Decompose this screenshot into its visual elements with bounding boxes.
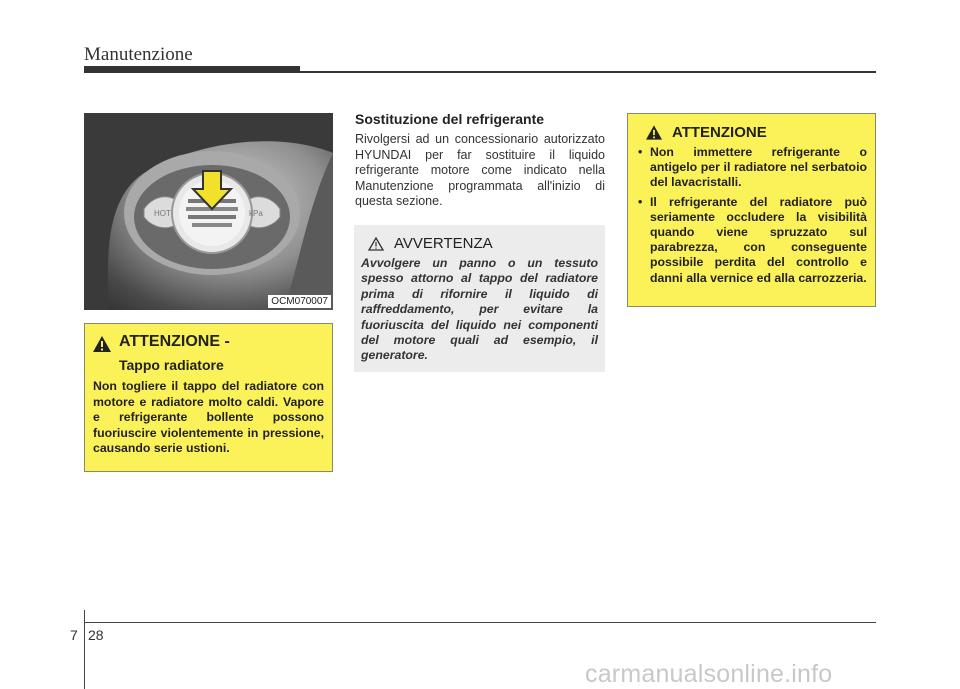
- caution-body: Non togliere il tappo del radiatore con motore e radiatore molto caldi. Vapore e refrigerante bollente possono fuoriuscire violentemente in pressione, causando serie ustioni.: [93, 379, 324, 455]
- caution-list: [636, 145, 867, 286]
- caution-radiator-cap-box: [84, 323, 333, 472]
- bullet: •: [638, 145, 643, 159]
- section-heading: Sostituzione del refrigerante: [355, 111, 545, 127]
- footer-rule: [84, 622, 876, 623]
- warning-title: AVVERTENZA: [394, 235, 493, 252]
- warning-body: Avvolgere un panno o un tessuto spesso attorno al tappo del radiatore prima di rifornire il liquido di raffreddamento, per evitare la fuoriuscita del liquido nei componenti del motore quali ad esempio, il generatore.: [361, 256, 598, 363]
- header-rule: [300, 71, 876, 73]
- list-item: • Il refrigerante del radiatore può seriamente occludere la visibilità quando viene spruzzato sul parabrezza, con conseguente possibile perdita del controllo e danni alla vernice ed alla carrozzeria.: [638, 194, 867, 285]
- chapter-number: 7: [70, 627, 78, 643]
- warning-triangle-outline-icon: [368, 237, 384, 251]
- section-paragraph: Rivolgersi ad un concessionario autorizzato HYUNDAI per far sostituire il liquido refrigerante motore come indicato nella Manutenzione programmata all'inizio di questa sezione.: [355, 132, 605, 208]
- warning-triangle-icon: [646, 125, 662, 140]
- header-bar: [84, 66, 300, 73]
- footer-divider: [84, 610, 85, 689]
- radiator-cap-illustration: [84, 113, 333, 310]
- cap-pressure-label: kPa: [249, 209, 263, 218]
- section-title: Manutenzione: [84, 44, 193, 65]
- caution-title: ATTENZIONE -: [119, 333, 230, 350]
- radiator-cap-photo: [84, 113, 333, 310]
- caution-subtitle: Tappo radiatore: [119, 357, 224, 373]
- warning-triangle-icon: [93, 336, 111, 352]
- bullet: •: [638, 194, 643, 209]
- caution-coolant-box: [627, 113, 876, 307]
- warning-box: [354, 225, 605, 372]
- watermark: carmanualsonline.info: [585, 660, 833, 688]
- caution-title: ATTENZIONE: [672, 124, 767, 141]
- list-item: • Non immettere refrigerante o antigelo per il radiatore nel serbatoio del lavacristalli.: [638, 145, 867, 190]
- cap-hot-label: HOT: [154, 209, 171, 218]
- page-number: 28: [88, 627, 104, 643]
- photo-code: OCM070007: [268, 295, 331, 308]
